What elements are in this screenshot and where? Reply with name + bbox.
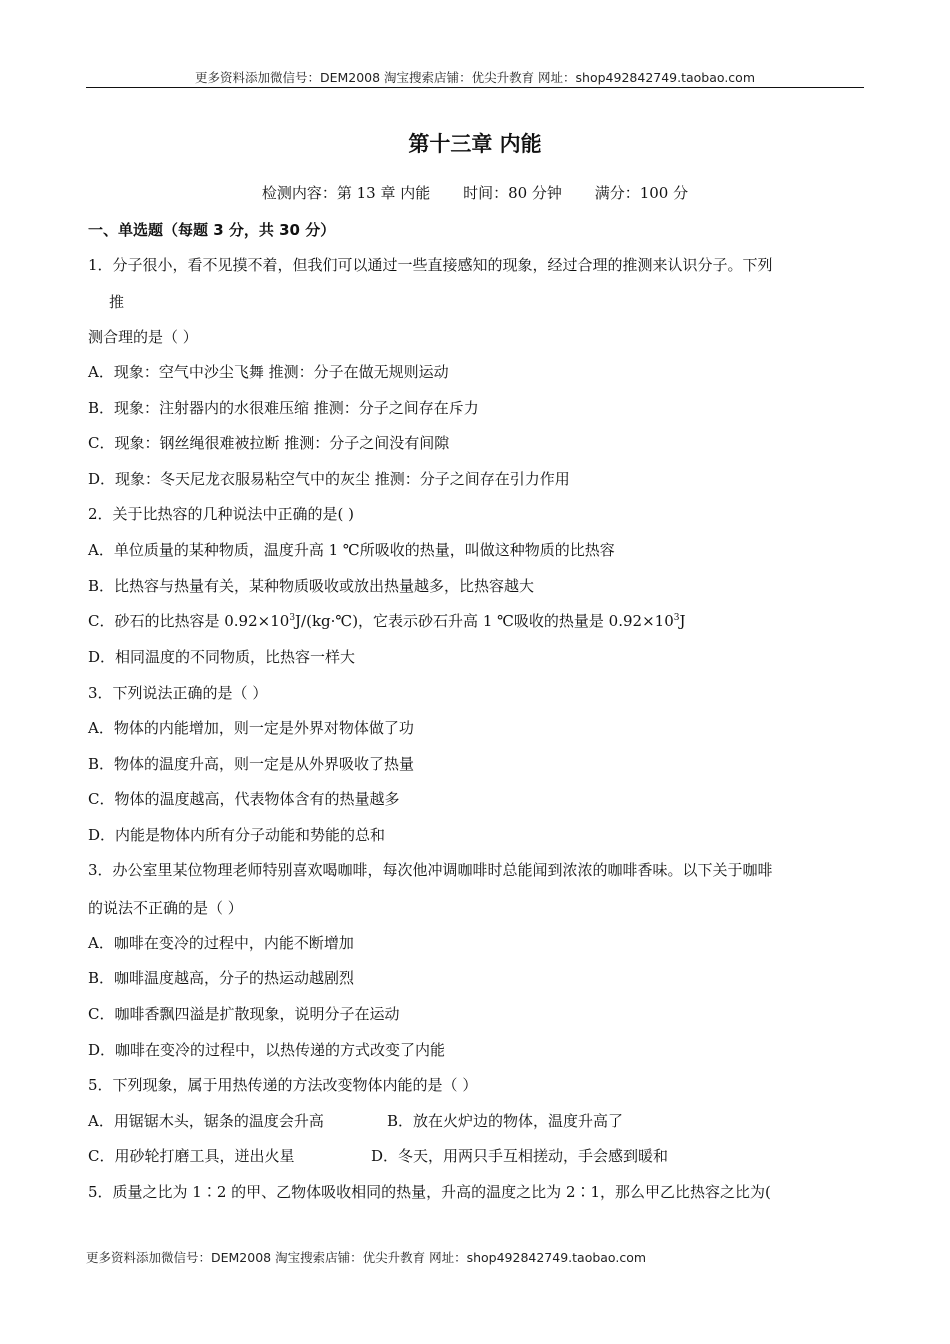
question-1-option-d: D．现象：冬天尼龙衣服易粘空气中的灰尘 推测：分子之间存在引力作用 (88, 470, 570, 488)
question-3-stem: 3．下列说法正确的是（ ） (88, 684, 268, 702)
question-1-stem: 1．分子很小，看不见摸不着，但我们可以通过一些直接感知的现象，经过合理的推测来认识分子。下列 (88, 256, 773, 274)
question-5-option-b: B．放在火炉边的物体，温度升高了 (387, 1112, 624, 1130)
question-3-option-b: B．物体的温度升高，则一定是从外界吸收了热量 (88, 755, 415, 773)
question-4-option-c: C．咖啡香飘四溢是扩散现象，说明分子在运动 (88, 1005, 400, 1023)
question-1-option-b: B．现象：注射器内的水很难压缩 推测：分子之间存在斥力 (88, 399, 479, 417)
option-c-part3: J (679, 612, 686, 630)
page-header: 更多资料添加微信号：DEM2008 淘宝搜索店铺：优尖升教育 网址：shop492842749.taobao.com (194, 70, 756, 85)
exponent-1: 3 (289, 613, 296, 623)
page-footer: 更多资料添加微信号：DEM2008 淘宝搜索店铺：优尖升教育 网址：shop492842749.taobao.com (86, 1250, 647, 1265)
question-5-option-a: A．用锯锯木头，锯条的温度会升高 (88, 1112, 324, 1130)
meta-content: 检测内容：第 13 章 内能 (261, 184, 431, 202)
question-1-option-a: A．现象：空气中沙尘飞舞 推测：分子在做无规则运动 (88, 363, 449, 381)
question-4-option-a: A．咖啡在变冷的过程中，内能不断增加 (88, 934, 354, 952)
question-1-stem-cont: 推 (109, 293, 125, 311)
question-3-option-a: A．物体的内能增加，则一定是外界对物体做了功 (88, 719, 414, 737)
question-1-option-c: C．现象：钢丝绳很难被拉断 推测：分子之间没有间隙 (88, 434, 450, 452)
option-c-part1: C．砂石的比热容是 0.92×10 (88, 612, 290, 630)
meta-score: 满分：100 分 (594, 184, 689, 202)
question-4-stem-end: 的说法不正确的是（ ） (88, 899, 243, 917)
question-5-stem: 5．下列现象，属于用热传递的方法改变物体内能的是（ ） (88, 1076, 478, 1094)
question-2-option-c (88, 610, 686, 631)
question-4-stem: 3．办公室里某位物理老师特别喜欢喝咖啡，每次他冲调咖啡时总能闻到浓浓的咖啡香味。以下关于咖啡 (88, 861, 773, 879)
question-6-stem: 5．质量之比为 1∶2 的甲、乙物体吸收相同的热量，升高的温度之比为 2∶1，那么甲乙比热容之比为( (88, 1183, 771, 1201)
section-heading: 一、单选题（每题 3 分，共 30 分） (88, 221, 336, 239)
question-4-option-b: B．咖啡温度越高，分子的热运动越剧烈 (88, 969, 355, 987)
question-2-stem: 2．关于比热容的几种说法中正确的是( ) (88, 505, 355, 523)
question-1-stem-end: 测合理的是（ ） (88, 328, 198, 346)
question-3-option-c: C．物体的温度越高，代表物体含有的热量越多 (88, 790, 400, 808)
question-4-option-d: D．咖啡在变冷的过程中，以热传递的方式改变了内能 (88, 1041, 446, 1059)
question-5-option-c: C．用砂轮打磨工具，迸出火星 (88, 1147, 295, 1165)
question-2-option-b: B．比热容与热量有关，某种物质吸收或放出热量越多，比热容越大 (88, 577, 535, 595)
question-2-option-a: A．单位质量的某种物质，温度升高 1 ℃所吸收的热量，叫做这种物质的比热容 (88, 541, 615, 559)
chapter-title: 第十三章 内能 (408, 132, 542, 156)
header-divider (86, 87, 864, 88)
exam-meta (0, 182, 950, 203)
exponent-2: 3 (673, 613, 680, 623)
option-c-part2: J/(kg·℃)，它表示砂石升高 1 ℃吸收的热量是 0.92×10 (295, 612, 674, 630)
question-2-option-d: D．相同温度的不同物质，比热容一样大 (88, 648, 356, 666)
meta-time: 时间：80 分钟 (463, 184, 562, 202)
question-5-option-d: D．冬天，用两只手互相搓动，手会感到暖和 (371, 1147, 669, 1165)
question-3-option-d: D．内能是物体内所有分子动能和势能的总和 (88, 826, 386, 844)
